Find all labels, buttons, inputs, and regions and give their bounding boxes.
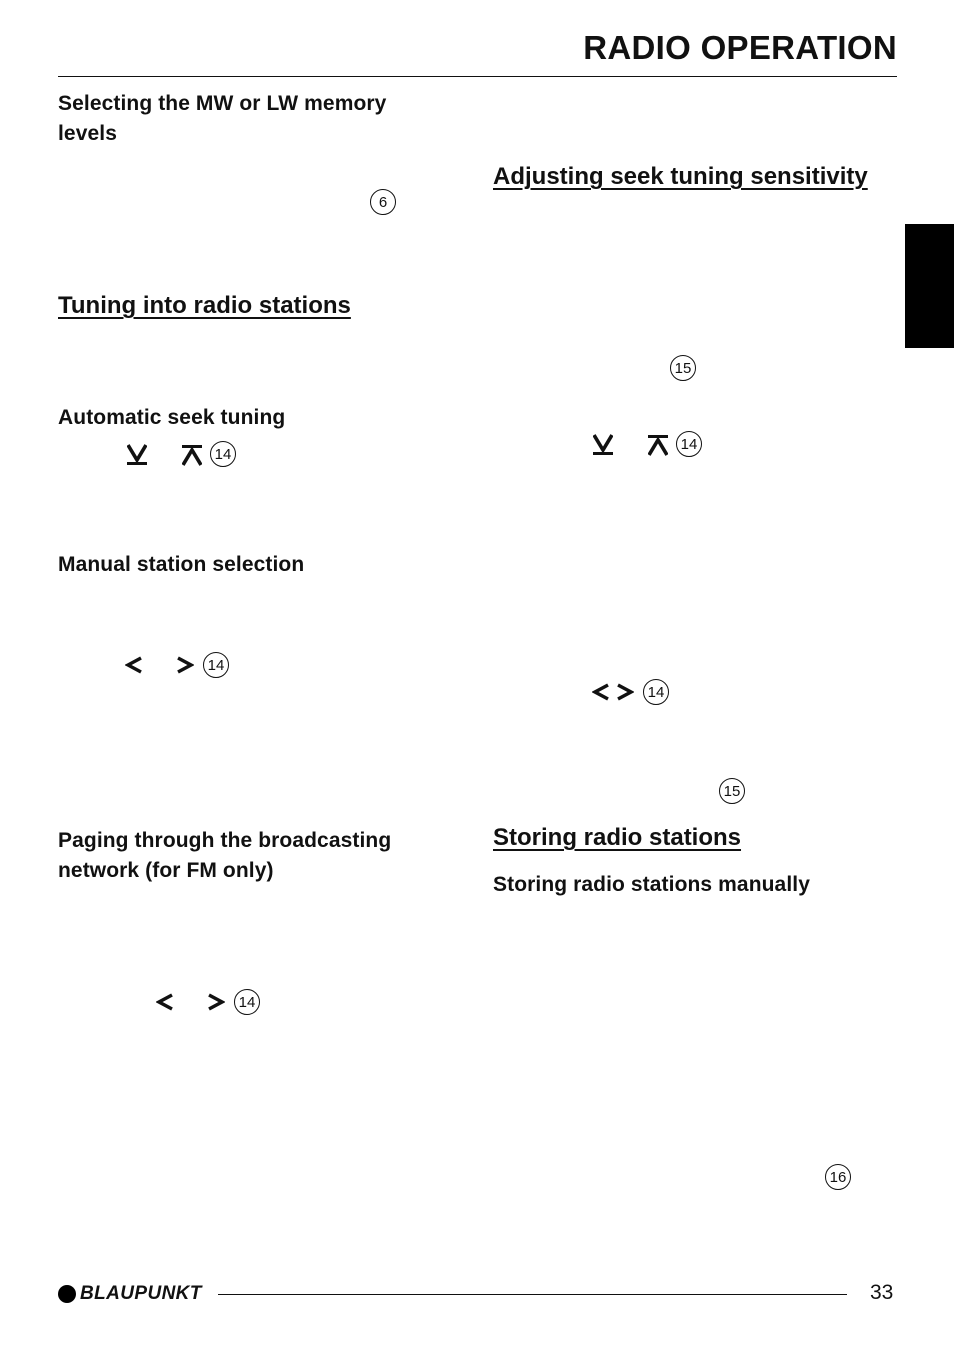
- page-title: RADIO OPERATION: [583, 29, 897, 66]
- arrow-right-icon: [176, 656, 194, 674]
- manual-selection-heading: Manual station selection: [58, 553, 305, 576]
- seek-down-icon: [127, 444, 147, 466]
- arrow-right-icon: [616, 683, 634, 701]
- seek-up-icon: [648, 434, 668, 456]
- ref-number: 15: [670, 355, 696, 381]
- storing-heading: Storing radio stations: [493, 824, 742, 851]
- ref-number: 14: [203, 652, 229, 678]
- seek-down-icon: [593, 434, 613, 456]
- paging-heading: Paging through the broadcasting network (for FM only): [58, 829, 392, 882]
- section-tab-marker: [905, 224, 954, 348]
- ref-number: 14: [210, 441, 236, 467]
- arrow-left-icon: [156, 993, 174, 1011]
- mw-lw-heading: Selecting the MW or LW memory levels: [58, 92, 387, 145]
- footer-rule: [218, 1294, 847, 1295]
- ref-number: 14: [643, 679, 669, 705]
- ref-number: 14: [676, 431, 702, 457]
- arrow-right-icon: [207, 993, 225, 1011]
- tuning-heading: Tuning into radio stations: [58, 292, 351, 319]
- page-number: 33: [870, 1281, 894, 1304]
- storing-manual-heading: Storing radio stations manually: [493, 873, 810, 896]
- ref-number: 15: [719, 778, 745, 804]
- seek-up-icon: [182, 444, 202, 466]
- header-rule: [58, 76, 897, 77]
- brand-logo: [58, 1283, 202, 1305]
- sensitivity-heading: Adjusting seek tuning sensitivity: [493, 163, 868, 190]
- arrow-left-icon: [592, 683, 610, 701]
- arrow-left-icon: [125, 656, 143, 674]
- ref-number: 6: [370, 189, 396, 215]
- logo-dot-icon: [58, 1285, 76, 1303]
- ref-number: 14: [234, 989, 260, 1015]
- brand-name: BLAUPUNKT: [80, 1283, 202, 1304]
- ref-number: 16: [825, 1164, 851, 1190]
- auto-seek-heading: Automatic seek tuning: [58, 406, 286, 429]
